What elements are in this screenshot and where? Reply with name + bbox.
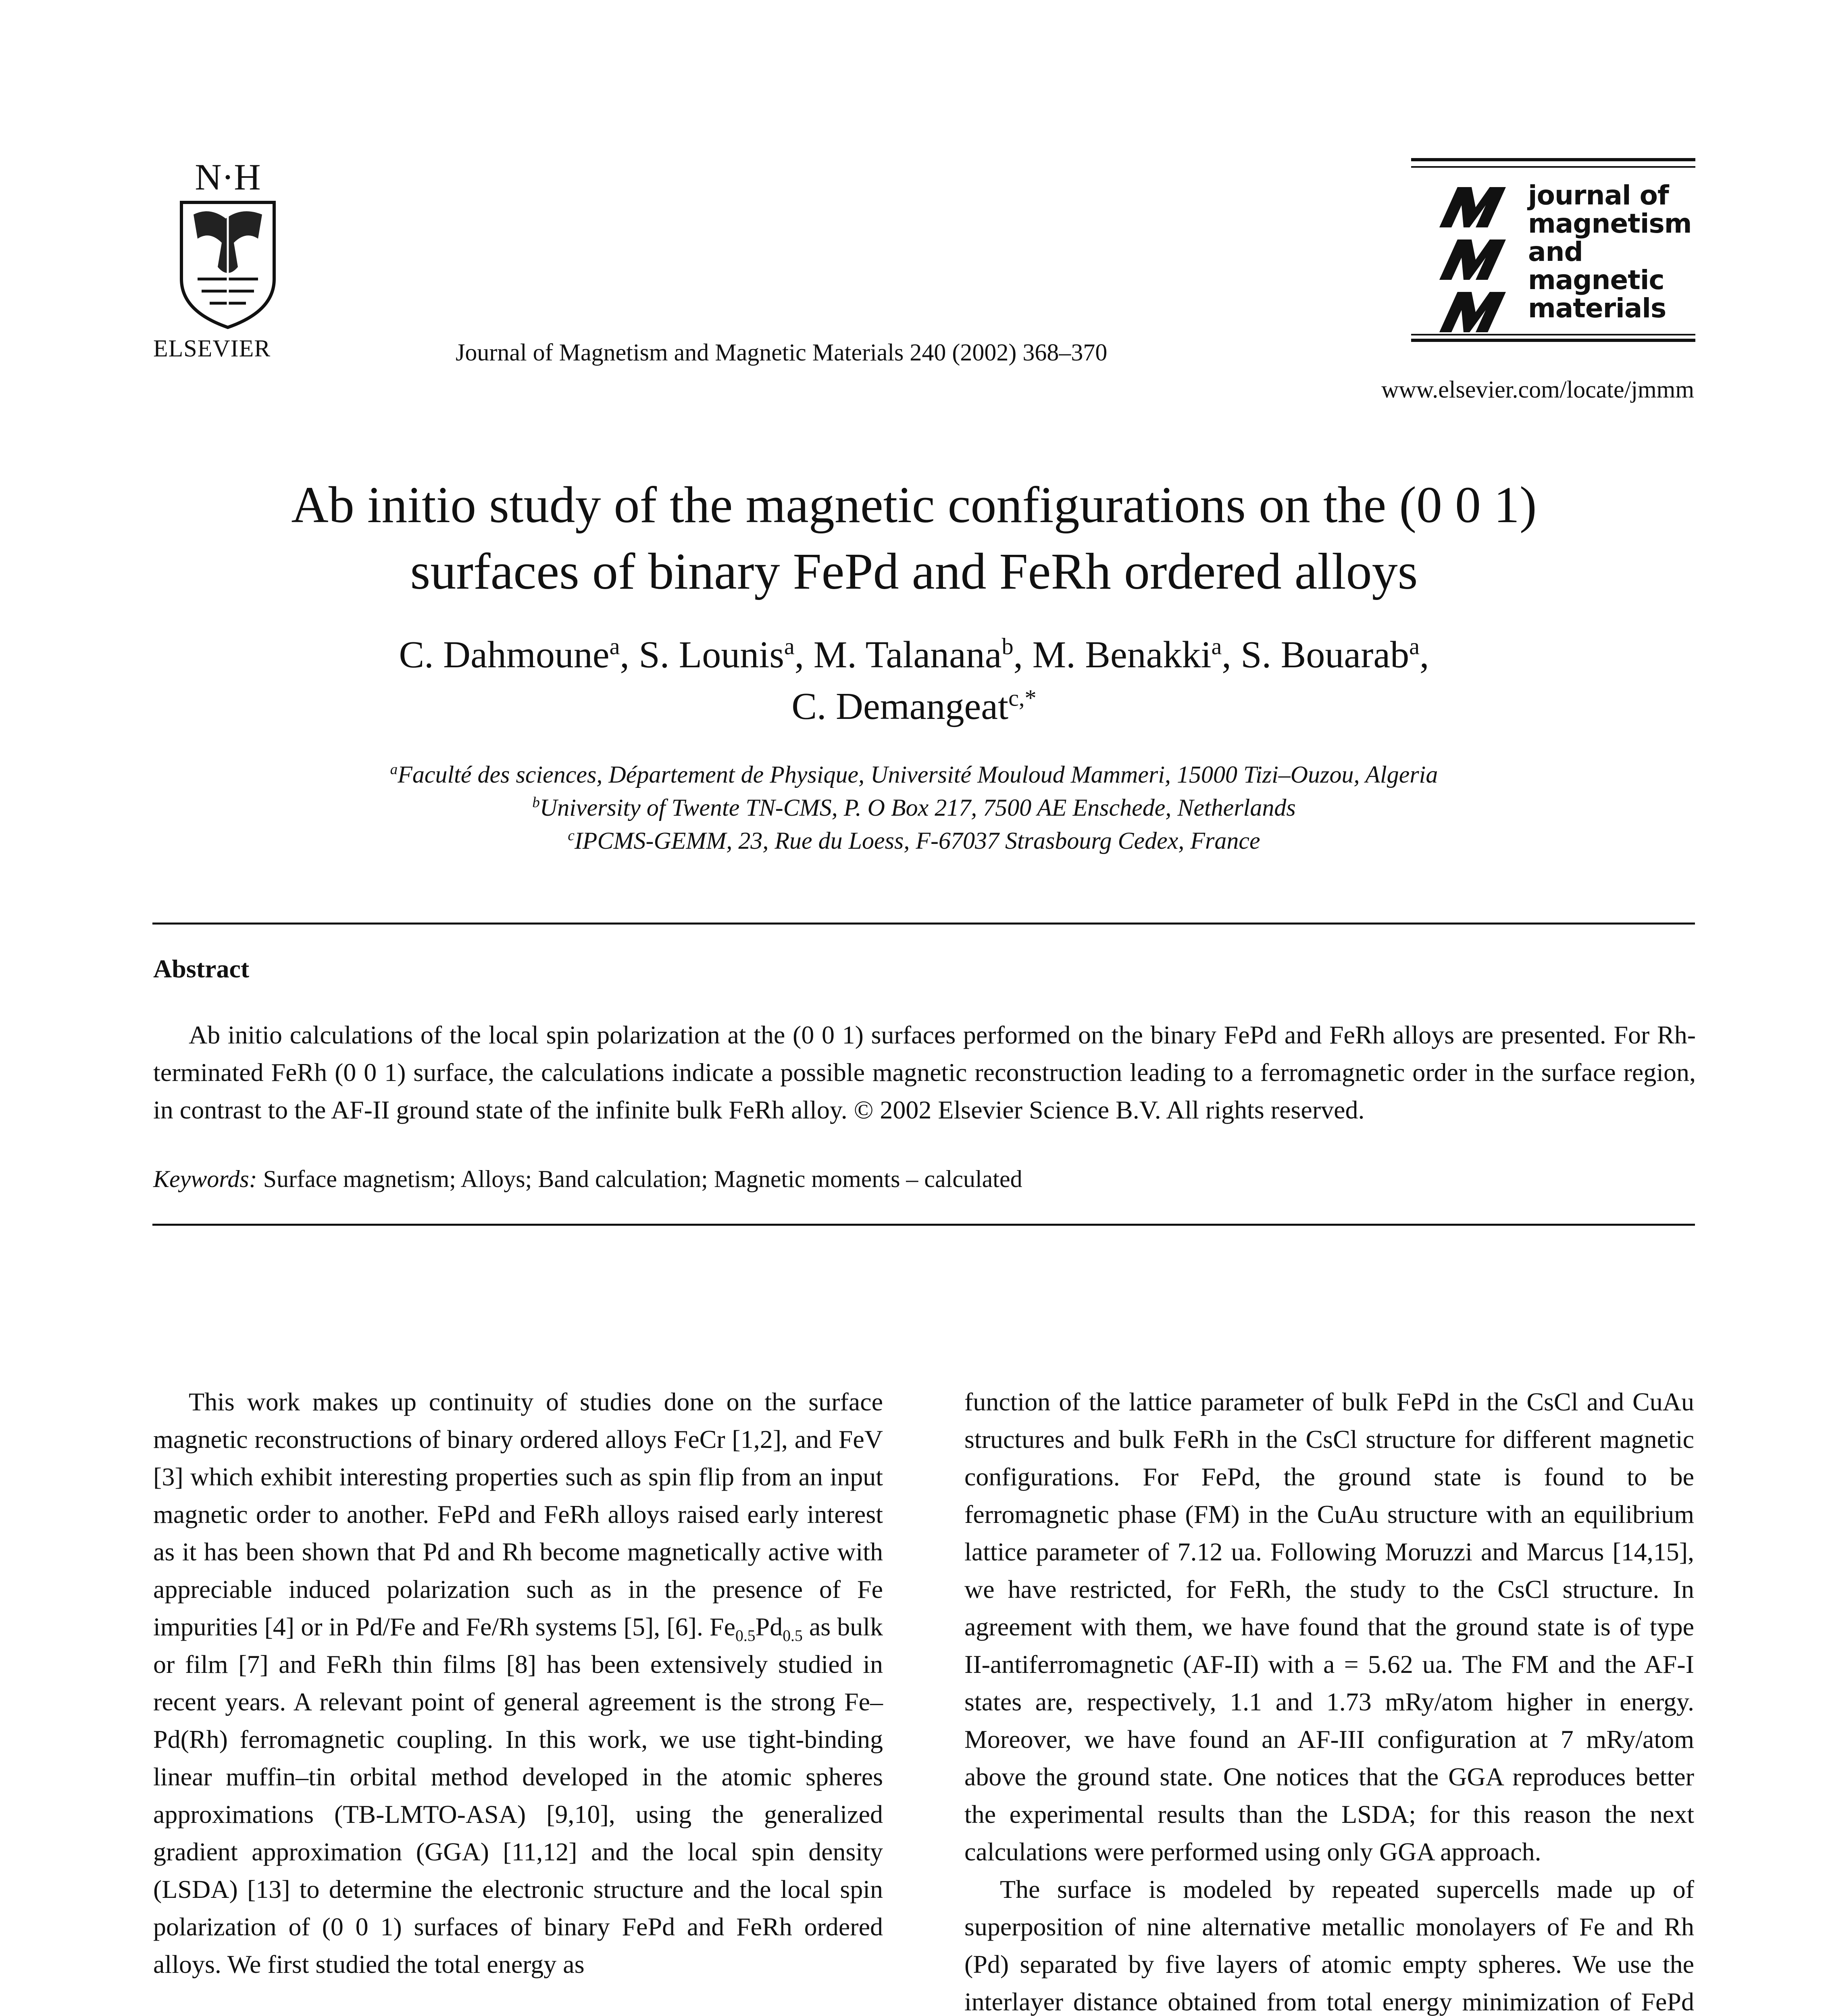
affiliation-list: [0, 758, 1828, 857]
body-text: as bulk or film [7] and FeRh thin films [8] has been extensively studied in recent years. A relevant point of general agreement is the strong Fe–Pd(Rh) ferromagnetic coupling. In this work, we use tight-binding linear muffin–tin orbital method developed in the atomic spheres approximations (TB-LMTO-ASA) [9,10], using the generalized gradient approximation (GGA) [11,12] and the local spin density (LSDA) [13] to determine the electronic structure and the local spin polarization of (0 0 1) surfaces of binary FePd and FeRh ordered alloys. We first studied the total energy as: [153, 1612, 883, 1979]
keywords: [153, 1165, 1696, 1193]
journal-logo-line: and: [1528, 236, 1583, 267]
affiliation-mark: a: [784, 633, 795, 660]
journal-url-link[interactable]: www.elsevier.com/locate/jmmm: [1381, 376, 1694, 403]
title-line: surfaces of binary FePd and FeRh ordered alloys: [410, 543, 1418, 600]
affiliation-text: University of Twente TN-CMS, P. O Box 217, 7500 AE Enschede, Netherlands: [539, 794, 1296, 821]
author-name: M. Benakki: [1032, 634, 1212, 676]
author-list: C. Dahmoune$^a$, S. Lounis$^a$, M. Talanana$^b$, M. Benakki$^a$, S. Bouarab$^a$, C. Demangeat$^{c,*}$: [399, 633, 1429, 727]
elsevier-tree-logo: [153, 158, 302, 352]
body-paragraph: [153, 1383, 883, 1983]
journal-logo-name: [1528, 181, 1697, 323]
affiliation-mark: a: [609, 633, 620, 660]
affiliation-mark: a: [1409, 633, 1420, 660]
journal-logo: [1411, 158, 1695, 348]
svg-text:N·H: N·H: [195, 158, 261, 198]
affiliation-line: [0, 791, 1828, 824]
affiliation-mark: c: [568, 827, 575, 844]
body-text: The surface is modeled by repeated supercells made up of superposition of nine alternative metallic monolayers of Fe and Rh (Pd) separated by five layers of atomic empty spheres. We use the interlayer distance obtained from total energy minimization of FePd: [964, 1875, 1694, 2016]
body-text: This work makes up continuity of studies done on the surface magnetic reconstructions of binary ordered alloys FeCr [1,2], and FeV [3] which exhibit interesting properties such as spin flip from an input magnetic order to another. FePd and FeRh alloys raised early interest as it has been shown that Pd and Rh become magnetically active with appreciable induced polarization such as in the presence of Fe impurities [4] or in Pd/Fe and Fe/Rh systems [5], [6]. Fe: [153, 1387, 883, 1641]
affiliation-mark: a: [1211, 633, 1222, 660]
subscript: 0.5: [735, 1627, 756, 1645]
journal-logo-line: magnetism: [1528, 208, 1692, 239]
affiliation-line: [0, 758, 1828, 791]
body-column-right: [964, 1383, 1694, 2016]
keywords-label: Keywords:: [153, 1166, 257, 1192]
author-name: M. Talanana: [813, 634, 1002, 676]
abstract-bottom-rule: [152, 1224, 1695, 1226]
affiliation-mark: a: [390, 761, 398, 778]
affiliation-line: [0, 824, 1828, 857]
abstract-text: Ab initio calculations of the local spin polarization at the (0 0 1) surfaces performed on the binary FePd and FeRh alloys are presented. For Rh-terminated FeRh (0 0 1) surface, the calculations indicate a possible magnetic reconstruction leading to a ferromagnetic order in the surface region, in contrast to the AF-II ground state of the infinite bulk FeRh alloy. © 2002 Elsevier Science B.V. All rights reserved.: [153, 1020, 1696, 1124]
body-text: Pd: [755, 1612, 783, 1641]
author-name: S. Lounis: [639, 634, 784, 676]
abstract-heading: Abstract: [153, 954, 250, 983]
author-name: C. Demangeat: [791, 685, 1009, 727]
author-name: S. Bouarab: [1241, 634, 1410, 676]
affiliation-text: IPCMS-GEMM, 23, Rue du Loess, F-67037 Strasbourg Cedex, France: [574, 827, 1260, 854]
journal-logo-line: materials: [1528, 293, 1666, 324]
journal-citation: Journal of Magnetism and Magnetic Materials 240 (2002) 368–370: [456, 339, 1108, 366]
author-name: C. Dahmoune: [399, 634, 610, 676]
abstract-top-rule: [152, 923, 1695, 925]
journal-m-logo-icon: [1435, 183, 1528, 336]
body-paragraph: [964, 1870, 1694, 2016]
affiliation-mark: c,*: [1008, 685, 1037, 711]
subscript: 0.5: [783, 1627, 803, 1645]
affiliation-mark: b: [532, 794, 540, 811]
affiliation-text: Faculté des sciences, Département de Physique, Université Mouloud Mammeri, 15000 Tizi–Ouzou, Algeria: [398, 761, 1438, 788]
body-paragraph: function of the lattice parameter of bulk FePd in the CsCl and CuAu structures and bulk FeRh in the CsCl structure for different magnetic configurations. For FePd, the ground state is found to be ferromagnetic phase (FM) in the CuAu structure with an equilibrium lattice parameter of 7.12 ua. Following Moruzzi and Marcus [14,15], we have restricted, for FeRh, the study to the CsCl structure. In agreement with them, we have found that the ground state is of type II-antiferromagnetic (AF-II) with a = 5.62 ua. The FM and the AF-I states are, respectively, 1.1 and 1.73 mRy/atom higher in energy. Moreover, we have found an AF-III configuration at 7 mRy/atom above the ground state. One notices that the GGA reproduces better the experimental results than the LSDA; for this reason the next calculations were performed using only GGA approach.: [964, 1387, 1694, 1866]
article-title: [0, 472, 1828, 605]
publisher-name: ELSEVIER: [153, 335, 271, 362]
elsevier-tree-icon: [153, 158, 302, 331]
title-line: Ab initio study of the magnetic configurations on the (0 0 1): [291, 476, 1537, 533]
journal-logo-line: magnetic: [1528, 264, 1664, 296]
affiliation-mark: b: [1001, 633, 1014, 660]
keywords-text: Surface magnetism; Alloys; Band calculation; Magnetic moments – calculated: [263, 1166, 1022, 1192]
body-column-left: [153, 1383, 883, 1983]
journal-logo-line: journal of: [1528, 180, 1669, 211]
